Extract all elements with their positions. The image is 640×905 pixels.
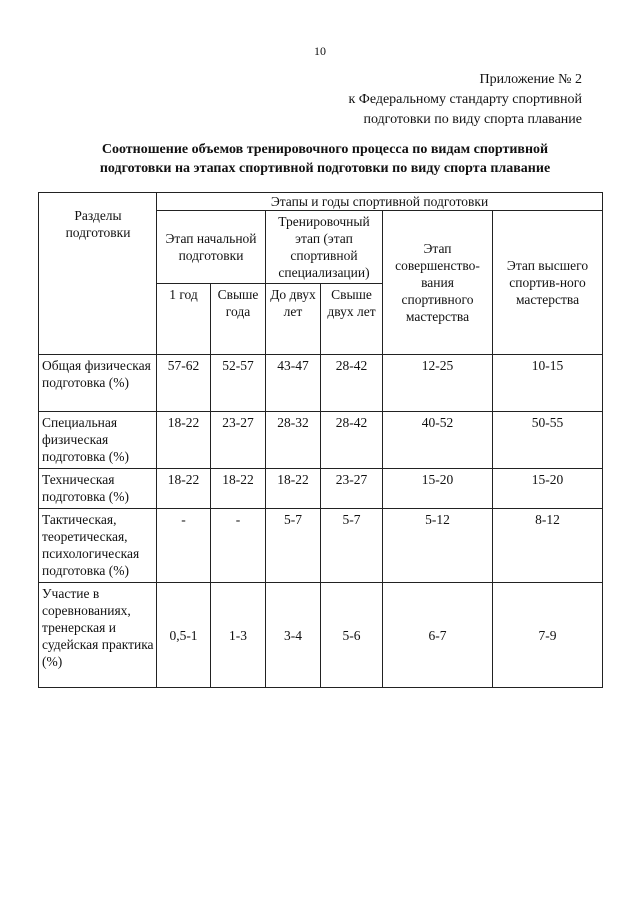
row-label-cell: Участие в соревнованиях, тренерская и судейская практика (%) bbox=[39, 583, 157, 688]
value-cell: 23-27 bbox=[211, 412, 266, 469]
value-cell: 57-62 bbox=[157, 355, 211, 412]
value-cell: 18-22 bbox=[211, 469, 266, 509]
value-cell: 12-25 bbox=[383, 355, 493, 412]
value-cell: 18-22 bbox=[157, 469, 211, 509]
value-cell: 3-4 bbox=[266, 583, 321, 688]
document-title bbox=[50, 140, 600, 178]
value-cell: 5-7 bbox=[266, 509, 321, 583]
value-cell: - bbox=[157, 509, 211, 583]
value-cell: 43-47 bbox=[266, 355, 321, 412]
value-cell: 5-6 bbox=[321, 583, 383, 688]
header-row bbox=[39, 193, 603, 211]
header-improvement-stage-cell: Этап совершенство-вания спортивного мастерства bbox=[383, 211, 493, 355]
value-cell: 28-42 bbox=[321, 412, 383, 469]
value-cell: 40-52 bbox=[383, 412, 493, 469]
table-row bbox=[39, 509, 603, 583]
value-cell: 1-3 bbox=[211, 583, 266, 688]
appendix-line: к Федеральному стандарту спортивной bbox=[348, 92, 582, 107]
value-cell: 50-55 bbox=[493, 412, 603, 469]
appendix-caption bbox=[348, 70, 582, 130]
header-training-stage-cell: Тренировочный этап (этап спортивной специализации) bbox=[266, 211, 383, 284]
header-stages-cell: Этапы и годы спортивной подготовки bbox=[157, 193, 603, 211]
row-label-cell: Тактическая, теоретическая, психологическая подготовка (%) bbox=[39, 509, 157, 583]
training-volume-table bbox=[38, 192, 603, 688]
row-label-cell: Общая физическая подготовка (%) bbox=[39, 355, 157, 412]
header-training-over2-cell: Свыше двух лет bbox=[321, 284, 383, 355]
value-cell: 6-7 bbox=[383, 583, 493, 688]
value-cell: 28-42 bbox=[321, 355, 383, 412]
value-cell: 15-20 bbox=[493, 469, 603, 509]
value-cell: 10-15 bbox=[493, 355, 603, 412]
document-title-line: подготовки на этапах спортивной подготовки по виду спорта плавание bbox=[99, 161, 551, 176]
value-cell: 7-9 bbox=[493, 583, 603, 688]
row-label-cell: Техническая подготовка (%) bbox=[39, 469, 157, 509]
header-training-upto2-cell: До двух лет bbox=[266, 284, 321, 355]
header-sections-cell: Разделы подготовки bbox=[39, 193, 157, 355]
value-cell: 5-12 bbox=[383, 509, 493, 583]
header-initial-stage-cell: Этап начальной подготовки bbox=[157, 211, 266, 284]
header-initial-over1-cell: Свыше года bbox=[211, 284, 266, 355]
table-row bbox=[39, 355, 603, 412]
table-row bbox=[39, 469, 603, 509]
value-cell: 5-7 bbox=[321, 509, 383, 583]
table-row bbox=[39, 583, 603, 688]
row-label-cell: Специальная физическая подготовка (%) bbox=[39, 412, 157, 469]
value-cell: 23-27 bbox=[321, 469, 383, 509]
header-initial-year1-cell: 1 год bbox=[157, 284, 211, 355]
value-cell: 0,5-1 bbox=[157, 583, 211, 688]
appendix-line: подготовки по виду спорта плавание bbox=[363, 112, 582, 127]
value-cell: 28-32 bbox=[266, 412, 321, 469]
table-row bbox=[39, 412, 603, 469]
value-cell: 18-22 bbox=[157, 412, 211, 469]
value-cell: 18-22 bbox=[266, 469, 321, 509]
header-highest-stage-cell: Этап высшего спортив-ного мастерства bbox=[493, 211, 603, 355]
value-cell: 15-20 bbox=[383, 469, 493, 509]
page-number: 10 bbox=[314, 44, 326, 58]
document-title-line: Соотношение объемов тренировочного процесса по видам спортивной bbox=[101, 142, 549, 157]
appendix-line: Приложение № 2 bbox=[479, 72, 582, 87]
value-cell: - bbox=[211, 509, 266, 583]
value-cell: 52-57 bbox=[211, 355, 266, 412]
value-cell: 8-12 bbox=[493, 509, 603, 583]
